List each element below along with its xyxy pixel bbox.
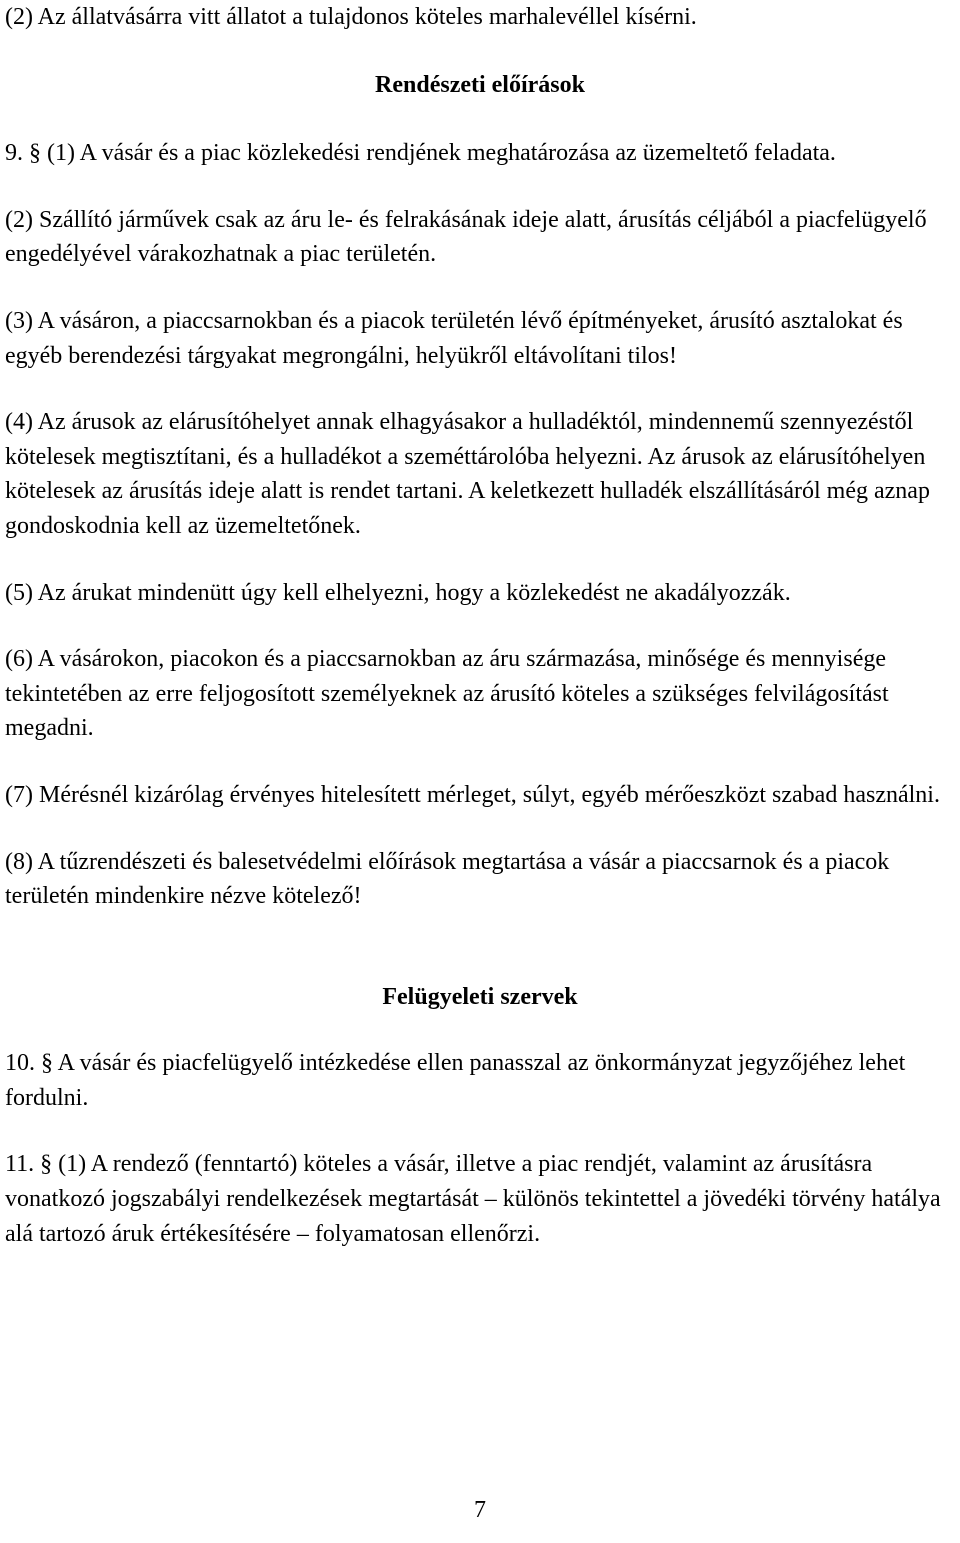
paragraph-9-6: (6) A vásárokon, piacokon és a piaccsarnokban az áru származása, minősége és mennyisége tekintetében az erre feljogosított személyeknek az árusító köteles a szükséges felvilágosítást megadni.: [5, 646, 889, 742]
paragraph-9-4: (4) Az árusok az elárusítóhelyet annak elhagyásakor a hulladéktól, mindennemű szennyezéstől kötelesek megtisztítani, és a hulladékot a szeméttárolóba helyezni. Az árusok az elárusítóhelyen kötelesek az árusítás ideje alatt is rendet tartani. A keletkezett hulladék elszállításáról még aznap gondoskodnia kell az üzemeltetőnek.: [5, 409, 930, 539]
paragraph-9-3: (3) A vásáron, a piaccsarnokban és a piacok területén lévő építményeket, árusító asztalokat és egyéb berendezési tárgyakat megrongálni, helyükről eltávolítani tilos!: [5, 307, 903, 369]
paragraph-9-2: (2) Szállító járművek csak az áru le- és felrakásának ideje alatt, árusítás céljából a piacfelügyelő engedélyével várakozhatnak a piac területén.: [5, 206, 927, 268]
paragraph-9-1: 9. § (1) A vásár és a piac közlekedési rendjének meghatározása az üzemeltető feladata.: [5, 140, 836, 167]
page-number: 7: [474, 1497, 486, 1523]
paragraph-11-1: 11. § (1) A rendező (fenntartó) köteles a vásár, illetve a piac rendjét, valamint az árusításra vonatkozó jogszabályi rendelkezések megtartását – különös tekintettel a jövedéki törvény hatálya alá tartozó áruk értékesítésére – folyamatosan ellenőrzi.: [5, 1151, 941, 1247]
paragraph-9-5: (5) Az árukat mindenütt úgy kell elhelyezni, hogy a közlekedést ne akadályozzák.: [5, 579, 791, 606]
paragraph-9-8: (8) A tűzrendészeti és balesetvédelmi előírások megtartása a vásár a piaccsarnok és a piacok területén mindenkire nézve kötelező!: [5, 848, 890, 910]
heading-felugyeleti-szervek: Felügyeleti szervek: [382, 983, 578, 1010]
heading-rendeszeti-eloirasok: Rendészeti előírások: [375, 71, 585, 98]
paragraph-8-2: (2) Az állatvásárra vitt állatot a tulajdonos köteles marhalevéllel kísérni.: [5, 4, 697, 30]
paragraph-9-7: (7) Mérésnél kizárólag érvényes hitelesített mérleget, súlyt, egyéb mérőeszközt szabad használni.: [5, 781, 940, 808]
document-page: [5, 0, 955, 1251]
paragraph-10: 10. § A vásár és piacfelügyelő intézkedése ellen panasszal az önkormányzat jegyzőjéhez lehet fordulni.: [5, 1050, 906, 1111]
